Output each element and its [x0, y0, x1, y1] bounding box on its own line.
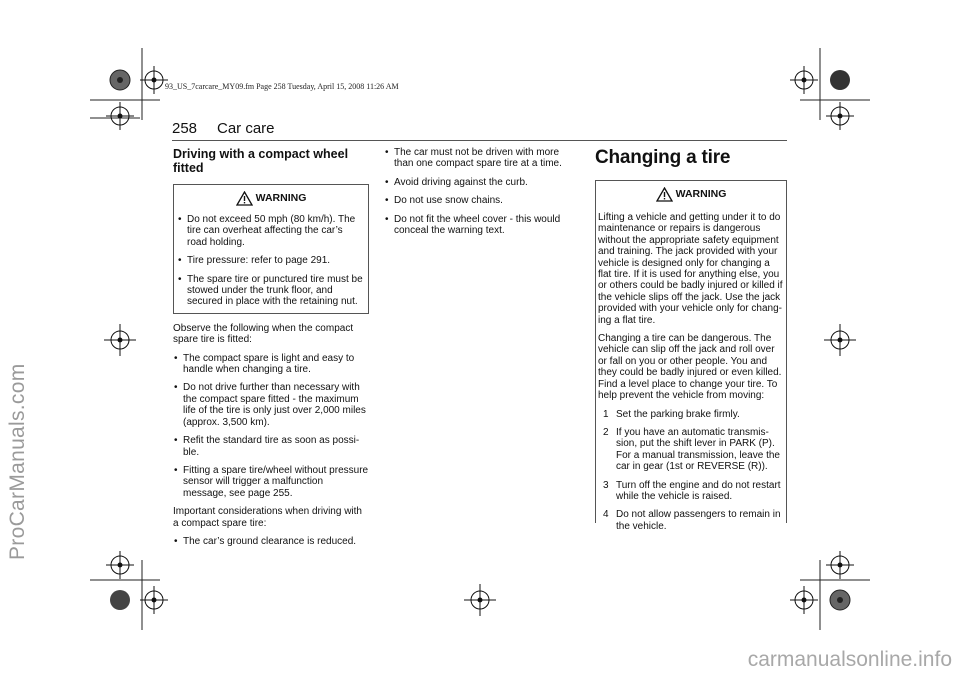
- warning-box: [173, 184, 369, 314]
- compact-spare-list: [173, 353, 369, 499]
- list-item: • Do not use snow chains.: [384, 195, 580, 206]
- section-title: Car care: [217, 120, 275, 137]
- warning-label: WARNING: [255, 191, 307, 204]
- list-item: 1 Set the parking brake firmly.: [603, 408, 740, 420]
- list-item: • Do not drive further than necessary with the compact spare fitted - the maximum life of the tire is only just over 2,000 miles (approx. 3,500 km).: [173, 382, 369, 428]
- column-3: [595, 147, 787, 532]
- list-item: • Do not fit the wheel cover - this would conceal the warning text.: [384, 214, 580, 237]
- list-item: • The compact spare is light and easy to handle when changing a tire.: [173, 353, 369, 376]
- warning-box: [595, 180, 787, 532]
- warning-header: [177, 191, 365, 206]
- list-item: 4 Do not allow passengers to remain in the vehicle.: [603, 509, 781, 532]
- column-2: [384, 147, 580, 243]
- column-1: [173, 147, 369, 554]
- considerations-list: [173, 536, 369, 547]
- changing-tire-heading: Changing a tire: [595, 147, 731, 168]
- page-number: 258: [172, 120, 198, 137]
- compact-wheel-heading: Driving with a compact wheel fitted: [173, 147, 349, 175]
- watermark-left: ProCarManuals.com: [6, 363, 29, 560]
- warning-triangle-icon: [656, 187, 673, 202]
- list-item: • Tire pressure: refer to page 291.: [177, 255, 365, 266]
- list-item: • The car must not be driven with more than one compact spare tire at a time.: [384, 147, 580, 170]
- safety-steps: [598, 409, 784, 533]
- list-item: • The spare tire or punctured tire must be stowed under the trunk floor, and secured in place with the retaining nut.: [177, 274, 365, 308]
- warning-triangle-icon: [236, 191, 253, 206]
- warning-label: WARNING: [675, 187, 727, 200]
- list-item: • Avoid driving against the curb.: [384, 177, 580, 188]
- list-item: • Do not exceed 50 mph (80 km/h). The tire can overheat affecting the car’s road holding.: [177, 214, 365, 248]
- file-info: 93_US_7carcare_MY09.fm Page 258 Tuesday, April 15, 2008 11:26 AM: [165, 82, 399, 91]
- intro-text: Observe the following when the compact spare tire is fitted:: [173, 322, 354, 346]
- list-item: 2 If you have an automatic transmis-sion, put the shift lever in PARK (P). For a manual transmission, leave the car in gear (1st or REVERSE (R)).: [603, 426, 780, 473]
- warning-list: [177, 214, 365, 308]
- list-item: • Refit the standard tire as soon as possi-ble.: [173, 435, 369, 458]
- header-rule: [172, 140, 787, 141]
- important-text: Important considerations when driving with a compact spare tire:: [173, 506, 362, 529]
- considerations-list-continued: [384, 147, 580, 236]
- warning-paragraph: Changing a tire can be dangerous. The vehicle can slip off the jack and roll over or fall on you or other people. You and they could be badly injured or even killed. Find a level place to change your tire. To help prevent the vehicle from moving:: [598, 333, 782, 402]
- warning-header: [598, 187, 784, 202]
- watermark-bottom: carmanualsonline.info: [747, 648, 952, 671]
- warning-paragraph: Lifting a vehicle and getting under it to do maintenance or repairs is dangerous without the appropriate safety equipment and training. The jack provided with your vehicle is designed only for changing a flat tire. If it is used for anything else, you or others could be badly injured or killed if the vehicle slips off the jack. Use the jack provided with your vehicle only for chang-ing a flat tire.: [598, 212, 783, 326]
- list-item: • The car’s ground clearance is reduced.: [173, 536, 369, 547]
- list-item: 3 Turn off the engine and do not restart while the vehicle is raised.: [603, 479, 781, 502]
- list-item: • Fitting a spare tire/wheel without pressure sensor will trigger a malfunction message, see page 255.: [173, 465, 369, 499]
